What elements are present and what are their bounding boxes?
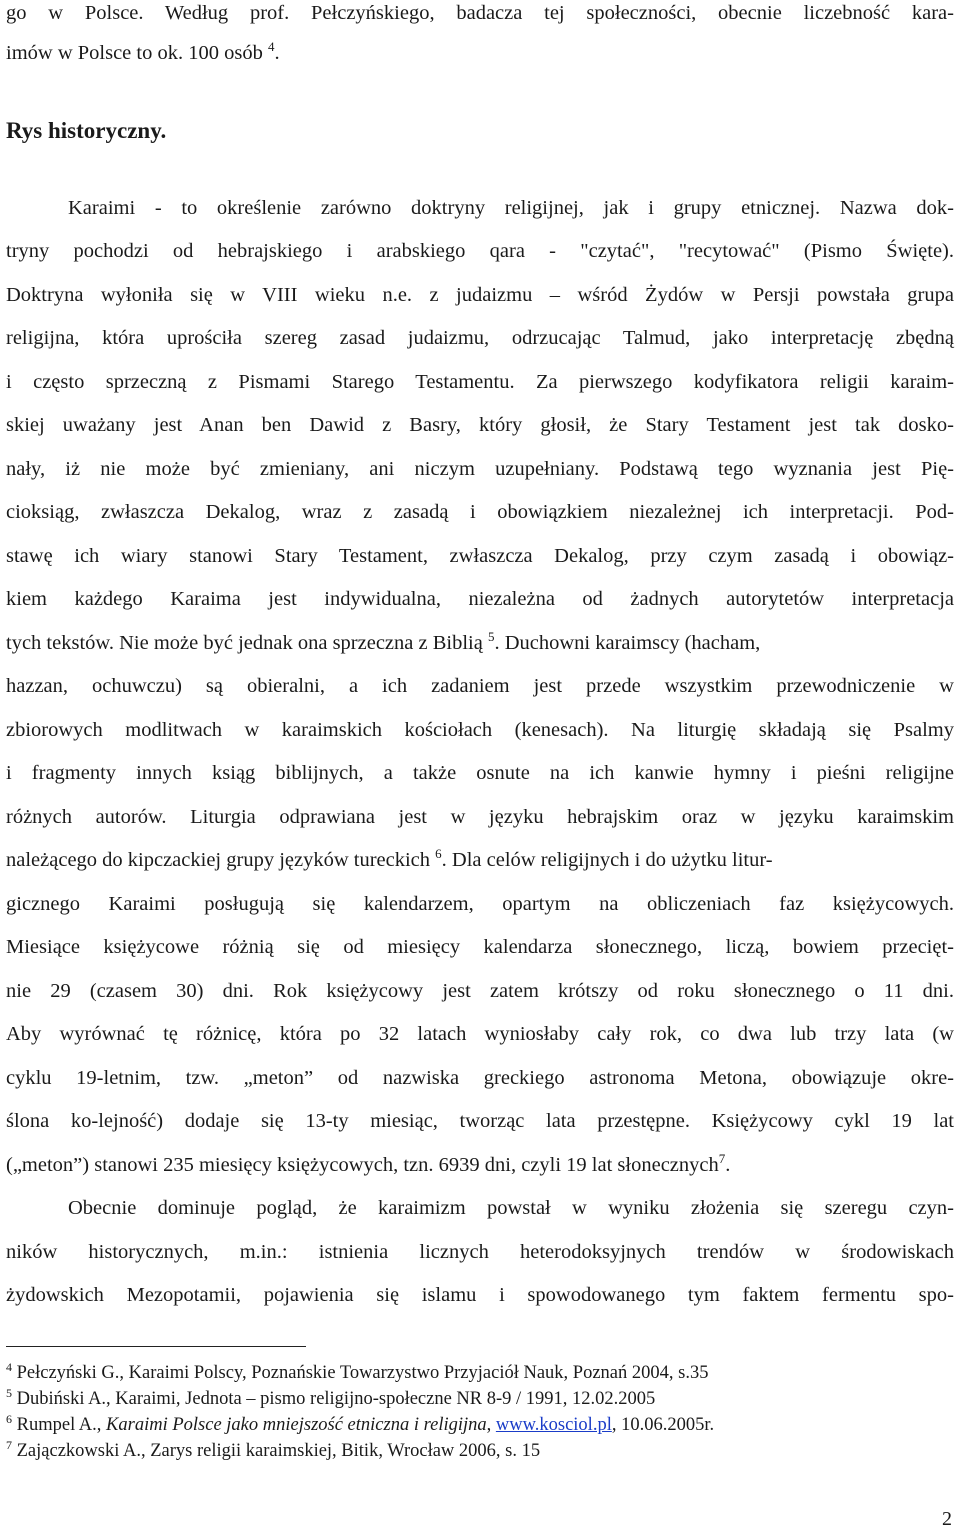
footnote-ref-4[interactable]: 4 bbox=[267, 39, 275, 55]
paragraph-1-line-11 bbox=[6, 630, 954, 656]
footnote-ref-6[interactable]: 6 bbox=[435, 846, 442, 862]
paragraph-1-line-23-end: . bbox=[725, 1154, 731, 1176]
footnote-4 bbox=[6, 1359, 954, 1384]
footnote-ref-5[interactable]: 5 bbox=[487, 629, 495, 645]
paragraph-1-line-22: ślona ko-lejność) dodaje się 13-ty miesiąc, tworząc lata przestępne. Księżycowy cykl 19 lat bbox=[6, 1110, 954, 1132]
paragraph-1-line-21: cyklu 19-letnim, tzw. „meton” od nazwiska greckiego astronoma Metona, obowiązuje okre- bbox=[6, 1067, 954, 1089]
footnote-text: Dubiński A., Karaimi, Jednota – pismo religijno-społeczne NR 8-9 / 1991, 12.02.2005 bbox=[16, 1389, 656, 1409]
intro-line-2-end: . bbox=[274, 42, 280, 64]
paragraph-1-line-14: i fragmenty innych ksiąg biblijnych, a także osnute na ich kanwie hymny i pieśni religijne bbox=[6, 762, 954, 784]
paragraph-1-line-16-text: należącego do kipczackiej grupy języków tureckich bbox=[6, 849, 431, 871]
paragraph-1-line-23 bbox=[6, 1152, 954, 1178]
footnote-7 bbox=[6, 1437, 954, 1462]
paragraph-1-line-1: Karaimi - to określenie zarówno doktryny religijnej, jak i grupy etnicznej. Nazwa dok- bbox=[68, 197, 954, 219]
paragraph-1-line-10: kiem każdego Karaima jest indywidualna, niezależna od żadnych autorytetów interpretacja bbox=[6, 588, 954, 610]
paragraph-2-line-3: żydowskich Mezopotamii, pojawienia się islamu i spowodowanego tym faktem fermentu spo- bbox=[6, 1284, 954, 1306]
footnote-number: 4 bbox=[6, 1359, 12, 1374]
paragraph-1-line-4: religijna, która uprościła szereg zasad judaizmu, odrzucając Talmud, jako interpretację zbędną bbox=[6, 327, 954, 349]
paragraph-1-line-19: nie 29 (czasem 30) dni. Rok księżycowy jest zatem krótszy od roku słonecznego o 11 dni. bbox=[6, 980, 954, 1002]
page-number: 2 bbox=[942, 1508, 952, 1530]
paragraph-1-line-15: różnych autorów. Liturgia odprawiana jest w języku hebrajskim oraz w języku karaimskim bbox=[6, 806, 954, 828]
paragraph-1-line-11-text: tych tekstów. Nie może być jednak ona sprzeczna z Biblią bbox=[6, 632, 483, 654]
footnote-separator bbox=[6, 1346, 306, 1347]
paragraph-1-line-16 bbox=[6, 847, 954, 873]
footnote-title: Karaimi Polsce jako mniejszość etniczna i religijna bbox=[106, 1415, 487, 1435]
paragraph-1-line-16-end: . Dla celów religijnych i do użytku litur- bbox=[441, 849, 773, 871]
paragraph-1-line-5: i często sprzeczną z Pismami Starego Testamentu. Za pierwszego kodyfikatora religii karaim- bbox=[6, 371, 954, 393]
paragraph-1-line-23-text: („meton”) stanowi 235 miesięcy księżycowych, tzn. 6939 dni, czyli 19 lat słonecznych bbox=[6, 1154, 719, 1176]
paragraph-1-line-7: nały, iż nie może być zmieniany, ani niczym uzupełniany. Podstawą tego wyznania jest Pię- bbox=[6, 458, 954, 480]
paragraph-1-line-13: zbiorowych modlitwach w karaimskich kościołach (kenesach). Na liturgię składają się Psalmy bbox=[6, 719, 954, 741]
paragraph-2-line-2: ników historycznych, m.in.: istnienia licznych heterodoksyjnych trendów w środowiskach bbox=[6, 1241, 954, 1263]
footnote-author: Rumpel A., bbox=[16, 1415, 102, 1435]
footnote-date: , 10.06.2005r. bbox=[611, 1415, 715, 1435]
footnote-link[interactable]: www.kosciol.pl bbox=[495, 1415, 612, 1435]
paragraph-1-line-11-end: . Duchowni karaimscy (hacham, bbox=[494, 632, 761, 654]
paragraph-1-line-18: Miesiące księżycowe różnią się od miesięcy kalendarza słonecznego, liczą, bowiem przecięt- bbox=[6, 936, 954, 958]
footnote-text: Pełczyński G., Karaimi Polscy, Poznańskie Towarzystwo Przyjaciół Nauk, Poznań 2004, s.35 bbox=[16, 1363, 709, 1383]
footnote-number: 5 bbox=[6, 1385, 12, 1400]
paragraph-1-line-12: hazzan, ochuwczu) są obieralni, a ich zadaniem jest przede wszystkim przewodniczenie w bbox=[6, 675, 954, 697]
paragraph-1-line-6: skiej uważany jest Anan ben Dawid z Basry, który głosił, że Stary Testament jest tak dosko- bbox=[6, 414, 954, 436]
footnote-text: Zajączkowski A., Zarys religii karaimskiej, Bitik, Wrocław 2006, s. 15 bbox=[16, 1441, 541, 1461]
paragraph-1-line-3: Doktryna wyłoniła się w VIII wieku n.e. z judaizmu – wśród Żydów w Persji powstała grupa bbox=[6, 284, 954, 306]
intro-line-2 bbox=[6, 40, 954, 66]
paragraph-2-line-1: Obecnie dominuje pogląd, że karaimizm powstał w wyniku złożenia się szeregu czyn- bbox=[68, 1197, 954, 1219]
paragraph-1-line-2: tryny pochodzi od hebrajskiego i arabskiego qara - "czytać", "recytować" (Pismo Święte). bbox=[6, 240, 954, 262]
intro-line-1: go w Polsce. Według prof. Pełczyńskiego, badacza tej społeczności, obecnie liczebność kara- bbox=[6, 2, 954, 24]
footnote-ref-7[interactable]: 7 bbox=[718, 1151, 726, 1167]
footnote-5 bbox=[6, 1385, 954, 1410]
intro-line-2-text: imów w Polsce to ok. 100 osób bbox=[6, 42, 263, 64]
footnote-6: $^6$ Rumpel A., Karaimi Polsce jako mniejszość etniczna i religijna, www.kosciol.pl, 10.06.2005r. bbox=[6, 1411, 715, 1435]
paragraph-1-line-8: cioksiąg, zwłaszcza Dekalog, wraz z zasadą i obowiązkiem niezależnej ich interpretacji. Pod- bbox=[6, 501, 954, 523]
footnote-number: 7 bbox=[6, 1437, 12, 1452]
paragraph-1-line-9: stawę ich wiary stanowi Stary Testament, zwłaszcza Dekalog, przy czym zasadą i obowiąz- bbox=[6, 545, 954, 567]
footnote-number: 6 bbox=[6, 1411, 12, 1426]
paragraph-1-line-20: Aby wyrównać tę różnicę, która po 32 latach wyniosłaby cały rok, co dwa lub trzy lata (w bbox=[6, 1023, 954, 1045]
paragraph-1-line-17: gicznego Karaimi posługują się kalendarzem, opartym na obliczeniach faz księżycowych. bbox=[6, 893, 954, 915]
section-heading: Rys historyczny. bbox=[6, 118, 167, 143]
